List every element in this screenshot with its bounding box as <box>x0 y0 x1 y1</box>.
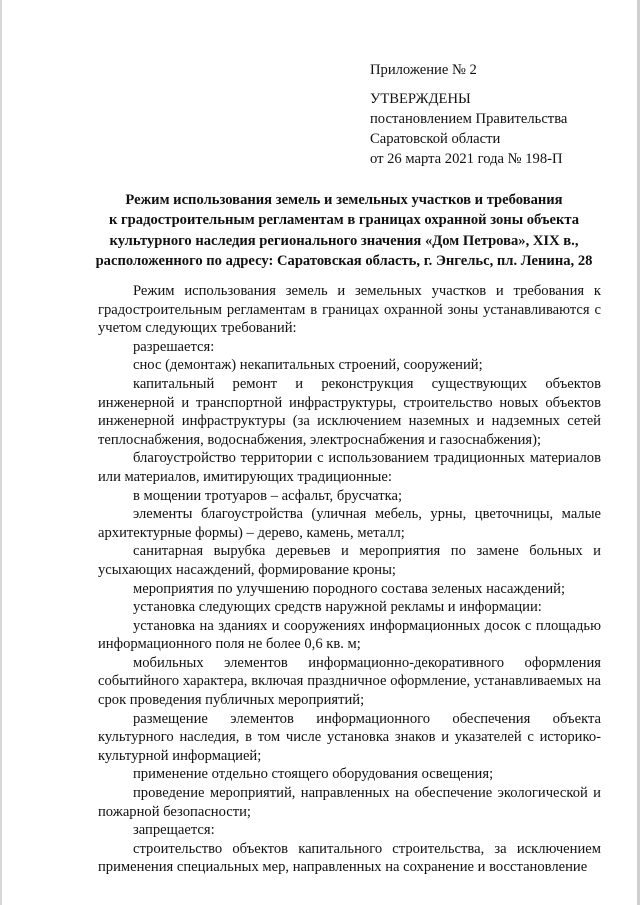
approval-line-3: от 26 марта 2021 года № 198-П <box>370 151 563 167</box>
appendix-title: Приложение № 2 <box>370 62 477 78</box>
paragraph-item: применение отдельно стоящего оборудования освещения; <box>133 766 494 783</box>
paragraph-allowed-label: разрешается: <box>133 338 215 355</box>
document-heading <box>64 190 624 271</box>
paragraph-item: санитарная вырубка деревьев и мероприятия по замене больных и усыхающих насаждений, формирование кроны; <box>98 543 601 578</box>
heading-line-3: культурного наследия регионального значения «Дом Петрова», XIX в., <box>109 232 579 249</box>
document-body <box>98 282 601 877</box>
paragraph-item: установка следующих средств наружной рекламы и информации: <box>133 599 542 616</box>
paragraph-item: установка на зданиях и сооружениях информационных досок с площадью информационного поля не более 0,6 кв. м; <box>98 617 601 653</box>
appendix-block <box>370 60 620 169</box>
paragraph-item: снос (демонтаж) некапитальных строений, сооружений; <box>133 357 483 374</box>
paragraph-item: капитальный ремонт и реконструкция существующих объектов инженерной и транспортной инфраструктуры, строительство новых объектов инженерной инфраструктуры (за исключением наземных и надземных сетей теплоснабжения, водоснабжения, электроснабжения и газоснабжения); <box>98 375 601 448</box>
heading-line-4: расположенного по адресу: Саратовская область, г. Энгельс, пл. Ленина, 28 <box>95 252 593 269</box>
paragraph-item: благоустройство территории с использованием традиционных материалов или материалов, имитирующих традиционные: <box>98 450 601 485</box>
paragraph-item: мероприятия по улучшению породного состава зеленых насаждений; <box>133 580 566 597</box>
heading-line-2: к градостроительным регламентам в границах охранной зоны объекта <box>108 212 580 229</box>
approval-line-2: Саратовской области <box>370 131 501 147</box>
paragraph-prohibited-label: запрещается: <box>133 822 215 839</box>
paragraph-intro: Режим использования земель и земельных участков и требования к градостроительным регламентам в границах охранной зоны устанавливаются с учетом следующих требований: <box>98 283 601 337</box>
approval-line-1: постановлением Правительства <box>370 111 568 127</box>
heading-line-1: Режим использования земель и земельных участков и требования <box>125 192 563 208</box>
paragraph-item: мобильных элементов информационно-декоративного оформления событийного характера, включая праздничное оформление, устанавливаемых на срок проведения публичных мероприятий; <box>98 654 601 709</box>
paragraph-item: элементы благоустройства (уличная мебель, урны, цветочницы, малые архитектурные формы) – дерево, камень, металл; <box>98 506 601 541</box>
paragraph-item: в мощении тротуаров – асфальт, брусчатка; <box>133 487 403 504</box>
paragraph-item: проведение мероприятий, направленных на обеспечение экологической и пожарной безопасности; <box>98 785 601 820</box>
approved-label: УТВЕРЖДЕНЫ <box>370 91 471 107</box>
paragraph-item: размещение элементов информационного обеспечения объекта культурного наследия, в том числе установка знаков и указателей с историко-культурной информацией; <box>98 710 601 764</box>
paragraph-item: строительство объектов капитального строительства, за исключением применения специальных мер, направленных на сохранение и восстановление <box>98 840 601 876</box>
